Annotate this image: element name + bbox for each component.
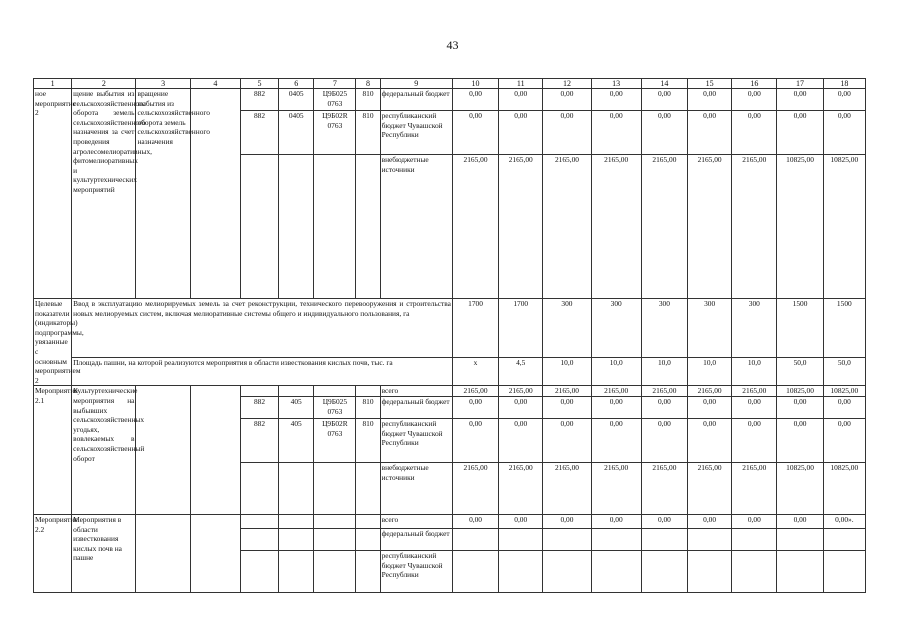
kbk-expense-type-cell xyxy=(356,155,380,299)
value-cell-col17 xyxy=(777,550,823,592)
column-number-11: 11 xyxy=(499,79,543,89)
value-cell-col16 xyxy=(732,550,777,592)
column-number-7: 7 xyxy=(314,79,356,89)
column-number-10: 10 xyxy=(452,79,498,89)
value-cell-col18: 0,00 xyxy=(823,89,865,111)
value-cell-col13: 0,00 xyxy=(591,514,641,528)
kbk-target-cell xyxy=(314,462,356,514)
value-cell-col14: 2165,00 xyxy=(641,462,687,514)
value-cell-col15: 2165,00 xyxy=(688,155,732,299)
value-cell-col14: 0,00 xyxy=(641,89,687,111)
value-cell-col13: 2165,00 xyxy=(591,386,641,397)
value-cell-col16: 2165,00 xyxy=(732,155,777,299)
funding-source-cell: республиканский бюджет Чувашской Республики xyxy=(380,111,452,155)
column-number-18: 18 xyxy=(823,79,865,89)
column-number-8: 8 xyxy=(356,79,380,89)
target-value-col15: 300 xyxy=(688,299,732,358)
value-cell-col11: 0,00 xyxy=(499,418,543,462)
table-row xyxy=(34,514,866,528)
page-number: 43 xyxy=(446,38,459,52)
kbk-target-cell: Ц9Б025 0763 xyxy=(314,396,356,418)
table-row xyxy=(34,89,866,111)
value-cell-col17: 0,00 xyxy=(777,111,823,155)
value-cell-col10 xyxy=(452,550,498,592)
value-cell-col14: 0,00 xyxy=(641,514,687,528)
value-cell-col11: 2165,00 xyxy=(499,155,543,299)
empty-cell xyxy=(136,386,190,515)
value-cell-col13: 2165,00 xyxy=(591,155,641,299)
header-row xyxy=(34,79,866,89)
value-cell-col18: 0,00 xyxy=(823,418,865,462)
value-cell-col16: 0,00 xyxy=(732,396,777,418)
kbk-section-cell: 405 xyxy=(279,396,314,418)
kbk-section-cell: 405 xyxy=(279,418,314,462)
value-cell-col17: 10825,00 xyxy=(777,462,823,514)
kbk-grbs-cell xyxy=(240,528,278,550)
kbk-expense-type-cell xyxy=(356,550,380,592)
target-value-col16: 10,0 xyxy=(732,358,777,386)
kbk-target-cell xyxy=(314,550,356,592)
value-cell-col15 xyxy=(688,550,732,592)
kbk-expense-type-cell: 810 xyxy=(356,418,380,462)
value-cell-col18: 0,00 xyxy=(823,111,865,155)
value-cell-col15: 2165,00 xyxy=(688,462,732,514)
value-cell-col17: 0,00 xyxy=(777,89,823,111)
value-cell-col10: 0,00 xyxy=(452,396,498,418)
column-number-13: 13 xyxy=(591,79,641,89)
event-name-cell: ное мероприятие 2 xyxy=(34,89,72,299)
value-cell-col18: 0,00». xyxy=(823,514,865,528)
empty-cell xyxy=(136,514,190,592)
kbk-grbs-cell xyxy=(240,550,278,592)
target-indicator-text: Площадь пашни, на которой реализуются мероприятия в области известкования кислых почв, тыс. га xyxy=(72,358,453,386)
value-cell-col17: 0,00 xyxy=(777,514,823,528)
kbk-expense-type-cell xyxy=(356,514,380,528)
value-cell-col10: 2165,00 xyxy=(452,462,498,514)
value-cell-col18 xyxy=(823,550,865,592)
target-value-col13: 10,0 xyxy=(591,358,641,386)
kbk-grbs-cell xyxy=(240,386,278,397)
value-cell-col14 xyxy=(641,550,687,592)
value-cell-col14: 2165,00 xyxy=(641,386,687,397)
kbk-grbs-cell xyxy=(240,514,278,528)
kbk-section-cell xyxy=(279,550,314,592)
value-cell-col12: 2165,00 xyxy=(543,386,591,397)
value-cell-col12: 0,00 xyxy=(543,418,591,462)
value-cell-col15: 0,00 xyxy=(688,111,732,155)
value-cell-col16: 0,00 xyxy=(732,111,777,155)
funding-source-cell: всего xyxy=(380,386,452,397)
target-value-col18: 1500 xyxy=(823,299,865,358)
value-cell-col17: 0,00 xyxy=(777,396,823,418)
value-cell-col16: 0,00 xyxy=(732,514,777,528)
value-cell-col17: 10825,00 xyxy=(777,386,823,397)
event-description-cell: щение выбытия из сельскохозяйственного оборота земель сельскохозяйственного назначения за счет проведения агролесомелиоративных, фитомелиоративных и культуртехнических мероприятий xyxy=(72,89,136,299)
value-cell-col10: 0,00 xyxy=(452,89,498,111)
kbk-target-cell: Ц9Б02R 0763 xyxy=(314,418,356,462)
kbk-grbs-cell xyxy=(240,462,278,514)
column-number-1: 1 xyxy=(34,79,72,89)
value-cell-col17: 10825,00 xyxy=(777,155,823,299)
value-cell-col11 xyxy=(499,550,543,592)
value-cell-col10: 2165,00 xyxy=(452,386,498,397)
kbk-section-cell xyxy=(279,155,314,299)
kbk-grbs-cell: 882 xyxy=(240,418,278,462)
kbk-grbs-cell: 882 xyxy=(240,111,278,155)
event-name-cell: Мероприятие 2.2 xyxy=(34,514,72,592)
value-cell-col13: 0,00 xyxy=(591,89,641,111)
kbk-expense-type-cell: 810 xyxy=(356,89,380,111)
kbk-section-cell xyxy=(279,462,314,514)
target-value-col12: 10,0 xyxy=(543,358,591,386)
value-cell-col12: 2165,00 xyxy=(543,155,591,299)
target-value-col17: 1500 xyxy=(777,299,823,358)
target-row xyxy=(34,358,866,386)
value-cell-col17: 0,00 xyxy=(777,418,823,462)
funding-source-cell: федеральный бюджет xyxy=(380,528,452,550)
value-cell-col11 xyxy=(499,528,543,550)
value-cell-col18 xyxy=(823,528,865,550)
empty-cell xyxy=(190,89,240,299)
column-number-14: 14 xyxy=(641,79,687,89)
target-value-col13: 300 xyxy=(591,299,641,358)
value-cell-col15: 2165,00 xyxy=(688,386,732,397)
value-cell-col12 xyxy=(543,550,591,592)
event-description-cell: Культуртехнические мероприятия на выбывших сельскохозяйственных угодьях, вовлекаемых в сельскохозяйственный оборот xyxy=(72,386,136,515)
kbk-expense-type-cell: 810 xyxy=(356,111,380,155)
funding-source-cell: федеральный бюджет xyxy=(380,89,452,111)
value-cell-col11: 0,00 xyxy=(499,514,543,528)
target-value-col12: 300 xyxy=(543,299,591,358)
target-value-col17: 50,0 xyxy=(777,358,823,386)
value-cell-col16: 0,00 xyxy=(732,89,777,111)
funding-source-cell: республиканский бюджет Чувашской Республики xyxy=(380,550,452,592)
kbk-section-cell: 0405 xyxy=(279,89,314,111)
value-cell-col16: 2165,00 xyxy=(732,462,777,514)
targets-label-cell: Целевые показатели (индикаторы) подпрограммы, увязанные с основным мероприятием 2 xyxy=(35,299,84,385)
target-value-col15: 10,0 xyxy=(688,358,732,386)
column-number-15: 15 xyxy=(688,79,732,89)
column-number-5: 5 xyxy=(240,79,278,89)
target-value-col16: 300 xyxy=(732,299,777,358)
event-description-cell: Мероприятия в области известкования кислых почв на пашне xyxy=(72,514,136,592)
value-cell-col13: 0,00 xyxy=(591,396,641,418)
value-cell-col15: 0,00 xyxy=(688,396,732,418)
kbk-expense-type-cell xyxy=(356,528,380,550)
target-value-col10: x xyxy=(452,358,498,386)
kbk-grbs-cell: 882 xyxy=(240,89,278,111)
column-number-6: 6 xyxy=(279,79,314,89)
value-cell-col12: 2165,00 xyxy=(543,462,591,514)
value-cell-col12: 0,00 xyxy=(543,89,591,111)
value-cell-col11: 2165,00 xyxy=(499,386,543,397)
value-cell-col10: 0,00 xyxy=(452,514,498,528)
value-cell-col17 xyxy=(777,528,823,550)
value-cell-col13: 0,00 xyxy=(591,111,641,155)
value-cell-col10: 0,00 xyxy=(452,111,498,155)
funding-source-cell: всего xyxy=(380,514,452,528)
value-cell-col18: 10825,00 xyxy=(823,155,865,299)
kbk-expense-type-cell: 810 xyxy=(356,396,380,418)
kbk-grbs-cell: 882 xyxy=(240,396,278,418)
kbk-section-cell xyxy=(279,386,314,397)
column-number-2: 2 xyxy=(72,79,136,89)
kbk-section-cell: 0405 xyxy=(279,111,314,155)
empty-cell xyxy=(190,386,240,515)
target-value-col14: 10,0 xyxy=(641,358,687,386)
kbk-grbs-cell xyxy=(240,155,278,299)
value-cell-col14: 0,00 xyxy=(641,111,687,155)
value-cell-col15: 0,00 xyxy=(688,514,732,528)
value-cell-col12: 0,00 xyxy=(543,396,591,418)
value-cell-col18: 10825,00 xyxy=(823,386,865,397)
value-cell-col18: 0,00 xyxy=(823,396,865,418)
value-cell-col10 xyxy=(452,528,498,550)
funding-source-cell: федеральный бюджет xyxy=(380,396,452,418)
kbk-target-cell: Ц9Б025 0763 xyxy=(314,89,356,111)
responsible-cell: вращение выбытия из сельскохозяйственного оборота земель сельскохозяйственного назначения xyxy=(136,89,190,299)
table-row xyxy=(34,386,866,397)
value-cell-col12: 0,00 xyxy=(543,111,591,155)
funding-source-cell: республиканский бюджет Чувашской Республики xyxy=(380,418,452,462)
event-name-cell: Мероприятие 2.1 xyxy=(34,386,72,515)
value-cell-col13 xyxy=(591,550,641,592)
value-cell-col16: 2165,00 xyxy=(732,386,777,397)
kbk-expense-type-cell xyxy=(356,386,380,397)
kbk-target-cell: Ц9Б02R 0763 xyxy=(314,111,356,155)
column-number-4: 4 xyxy=(190,79,240,89)
kbk-target-cell xyxy=(314,528,356,550)
empty-cell xyxy=(190,514,240,592)
value-cell-col14: 0,00 xyxy=(641,418,687,462)
target-value-col10: 1700 xyxy=(452,299,498,358)
kbk-target-cell xyxy=(314,514,356,528)
value-cell-col13 xyxy=(591,528,641,550)
target-value-col14: 300 xyxy=(641,299,687,358)
column-number-17: 17 xyxy=(777,79,823,89)
column-number-16: 16 xyxy=(732,79,777,89)
value-cell-col11: 0,00 xyxy=(499,111,543,155)
value-cell-col13: 2165,00 xyxy=(591,462,641,514)
kbk-section-cell xyxy=(279,528,314,550)
value-cell-col12: 0,00 xyxy=(543,514,591,528)
value-cell-col10: 2165,00 xyxy=(452,155,498,299)
target-indicator-text: Ввод в эксплуатацию мелиорируемых земель за счет реконструкции, технического перевооружения и строительства новых мелиоруемых систем, включая мелиоративные системы общего и индивидуального пользования, га xyxy=(72,299,453,358)
value-cell-col13: 0,00 xyxy=(591,418,641,462)
target-value-col18: 50,0 xyxy=(823,358,865,386)
value-cell-col14 xyxy=(641,528,687,550)
funding-source-cell: внебюджетные источники xyxy=(380,155,452,299)
funding-source-cell: внебюджетные источники xyxy=(380,462,452,514)
value-cell-col18: 10825,00 xyxy=(823,462,865,514)
value-cell-col16: 0,00 xyxy=(732,418,777,462)
target-row xyxy=(34,299,866,358)
kbk-expense-type-cell xyxy=(356,462,380,514)
column-number-9: 9 xyxy=(380,79,452,89)
value-cell-col11: 0,00 xyxy=(499,396,543,418)
value-cell-col15: 0,00 xyxy=(688,89,732,111)
value-cell-col14: 2165,00 xyxy=(641,155,687,299)
value-cell-col15 xyxy=(688,528,732,550)
value-cell-col14: 0,00 xyxy=(641,396,687,418)
value-cell-col15: 0,00 xyxy=(688,418,732,462)
value-cell-col11: 2165,00 xyxy=(499,462,543,514)
value-cell-col11: 0,00 xyxy=(499,89,543,111)
kbk-target-cell xyxy=(314,386,356,397)
target-value-col11: 1700 xyxy=(499,299,543,358)
value-cell-col16 xyxy=(732,528,777,550)
target-value-col11: 4,5 xyxy=(499,358,543,386)
column-number-12: 12 xyxy=(543,79,591,89)
column-number-3: 3 xyxy=(136,79,190,89)
kbk-section-cell xyxy=(279,514,314,528)
kbk-target-cell xyxy=(314,155,356,299)
value-cell-col10: 0,00 xyxy=(452,418,498,462)
program-table xyxy=(33,78,866,593)
value-cell-col12 xyxy=(543,528,591,550)
